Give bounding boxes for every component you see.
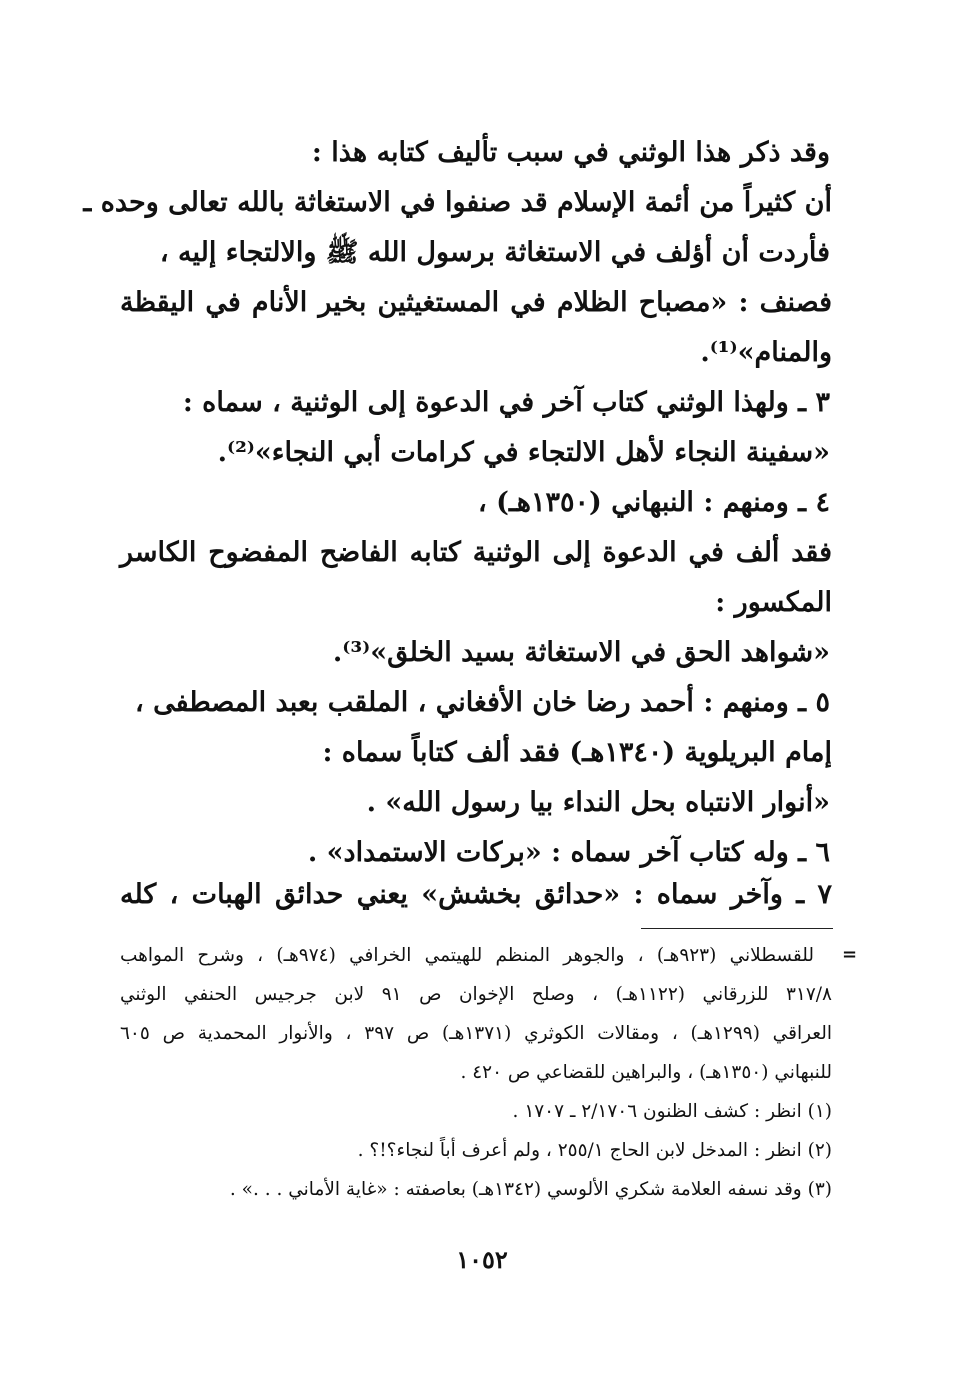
main-text-line-3: فأردت أن أؤلف في الاستغاثة برسول الله ﷺ والالتجاء إليه ، — [159, 237, 830, 268]
footnote-1: (١) انظر : كشف الظنون ٢/١٧٠٦ ـ ١٧٠٧ . — [512, 1101, 832, 1122]
footnote-line-3: العراقي (١٢٩٩هـ) ، ومقالات الكوثري (١٣٧١هـ) ص ٣٩٧ ، والأنوار المحمدية ص ٦٠٥ — [120, 1023, 832, 1044]
main-text-line-9: فقد ألف في الدعوة إلى الوثنية كتابه الفاضح المفضوح الكاسر — [120, 537, 832, 568]
main-text-line-7: «سفينة النجاء لأهل الالتجاء في كرامات أبي النجاء»⁽²⁾. — [217, 437, 830, 468]
main-text-line-16: ٧ ـ وآخر سماه : «حدائق بخشش» يعني حدائق الهبات ، كله — [120, 879, 832, 910]
main-text-line-10: المكسور : — [715, 587, 832, 618]
main-text-line-4: فصنف : «مصباح الظلام في المستغيثين بخير الأنام في اليقظة — [120, 287, 832, 318]
main-text-line-5: والمنام»⁽¹⁾. — [700, 337, 832, 368]
footnote-continuation-mark: = — [842, 944, 858, 965]
footnote-separator — [641, 928, 833, 929]
footnote-line-2: ٣١٧/٨ للزرقاني (١١٢٢هـ) ، وصلح الإخوان ص ٩١ لابن جرجيس الحنفي الوثني — [120, 984, 832, 1005]
page-number: ١٠٥٢ — [456, 1245, 508, 1274]
footnote-line-1: للقسطلاني (٩٢٣هـ) ، والجوهر المنظم للهيتمي الخرافي (٩٧٤هـ) ، وشرح المواهب — [120, 945, 814, 966]
main-text-line-2: أن كثيراً من أئمة الإسلام قد صنفوا في الاستغاثة بالله تعالى وحده ـ — [83, 187, 832, 218]
main-text-line-11: «شواهد الحق في الاستغاثة بسيد الخلق»⁽³⁾. — [332, 637, 830, 668]
main-text-line-15: ٦ ـ وله كتاب آخر سماه : «بركات الاستمداد» . — [307, 837, 830, 868]
main-text-line-8: ٤ ـ ومنهم : النبهاني (١٣٥٠هـ) ، — [477, 487, 830, 518]
footnote-3: (٣) وقد نسفه العلامة شكري الألوسي (١٣٤٢هـ) بعاصفته : «غاية الأماني . . .» . — [229, 1179, 832, 1200]
main-text-line-12: ٥ ـ ومنهم : أحمد رضا خان الأفغاني ، الملقب بعبد المصطفى ، — [134, 687, 830, 718]
footnote-2: (٢) انظر : المدخل لابن الحاج ٢٥٥/١ ، ولم أعرف أباً لنجاء؟!؟ . — [357, 1140, 832, 1161]
main-text-line-1: وقد ذكر هذا الوثني في سبب تأليف كتابه هذا : — [311, 137, 830, 168]
main-text-line-13: إمام البريلوية (١٣٤٠هـ) فقد ألف كتاباً سماه : — [322, 737, 832, 768]
main-text-line-14: «أنوار الانتباه بحل النداء بيا رسول الله» . — [366, 787, 830, 818]
main-text-line-6: ٣ ـ ولهذا الوثني كتاب آخر في الدعوة إلى الوثنية ، سماه : — [182, 387, 830, 418]
footnote-line-4: للنبهاني (١٣٥٠هـ) ، والبراهين للقضاعي ص ٤٢٠ . — [460, 1062, 832, 1083]
